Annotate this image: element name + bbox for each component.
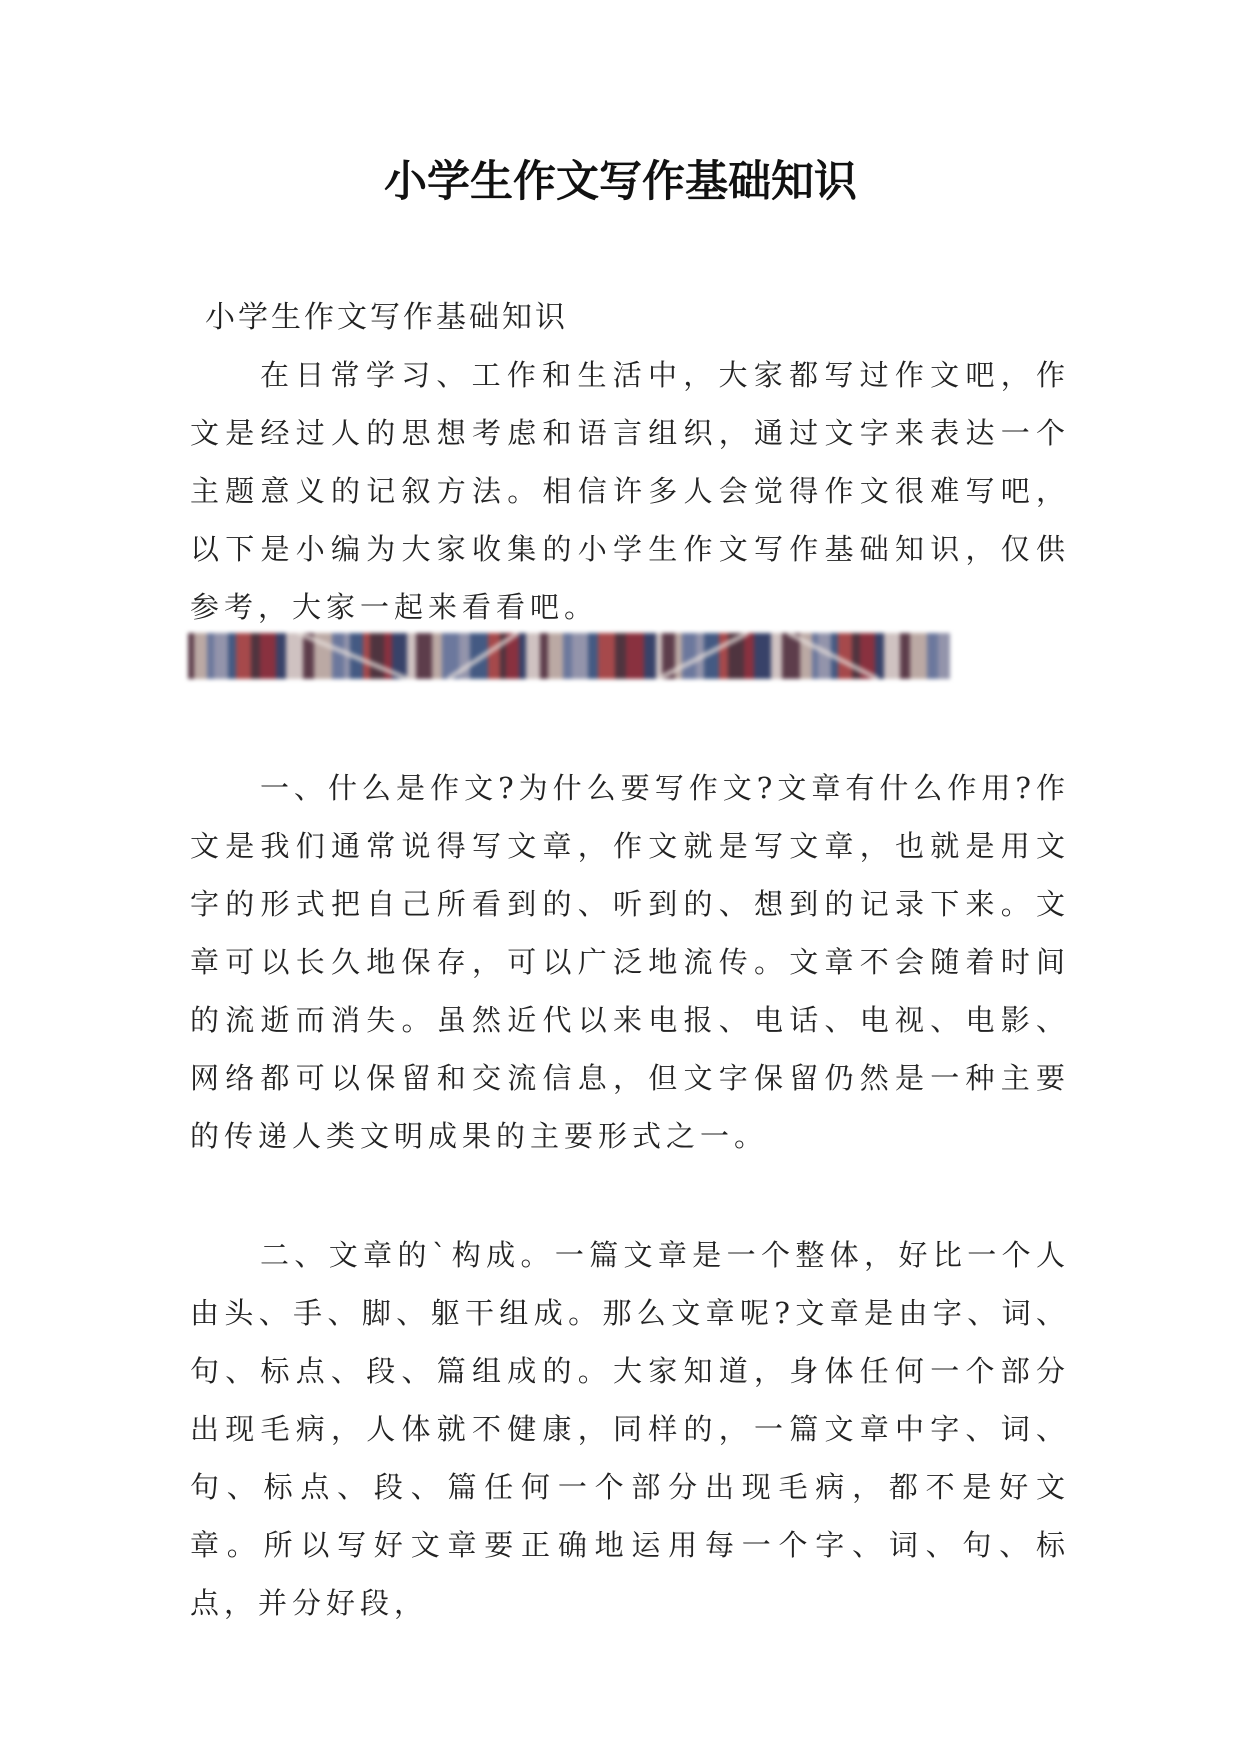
banner-stripe [884, 633, 900, 679]
banner-stripe [519, 633, 526, 679]
banner-stripe [286, 633, 303, 679]
paragraph-section-2: 二、文章的`构成。一篇文章是一个整体，好比一个人由头、手、脚、躯干组成。那么文章呢?文章是由字、词、句、标点、段、篇组成的。大家知道，身体任何一个部分出现毛病，人体就不健康，同样的，一篇文章中字、词、句、标点、段、篇任何一个部分出现毛病，都不是好文章。所以写好文章要正确地运用每一个字、词、句、标点，并分好段， [190, 1238, 1070, 1620]
paragraph-intro: 在日常学习、工作和生活中，大家都写过作文吧，作文是经过人的思想考虑和语言组织，通过文字来表达一个主题意义的记叙方法。相信许多人会觉得作文很难写吧，以下是小编为大家收集的小学生作文写作基础知识，仅供参考，大家一起来看看吧。 [190, 358, 1070, 624]
bookshelf-photo-icon [188, 633, 950, 679]
banner-stripe [370, 633, 384, 679]
banner-stripe [260, 633, 276, 679]
banner-stripe [682, 633, 696, 679]
banner-stripe [488, 633, 500, 679]
banner-stripe [540, 633, 548, 679]
paragraph-section-1: 一、什么是作文?为什么要写作文?文章有什么作用?作文是我们通常说得写文章，作文就是写文章，也就是用文字的形式把自己所看到的、听到的、想到的记录下来。文章可以长久地保存，可以广泛地流传。文章不会随着时间的流逝而消失。虽然近代以来电报、电话、电视、电影、网络都可以保留和交流信息，但文字保留仍然是一种主要的传递人类文明成果的主要形式之一。 [190, 771, 1070, 1153]
banner-stripe [228, 633, 236, 679]
banner-stripe [598, 633, 615, 679]
banner-stripe [214, 633, 228, 679]
banner-stripe [572, 633, 588, 679]
banner-stripe [563, 633, 572, 679]
banner-stripe [363, 633, 370, 679]
banner-stripe [615, 633, 626, 679]
banner-stripe [588, 633, 598, 679]
banner-stripe [276, 633, 286, 679]
banner-stripe [927, 633, 938, 679]
banner-stripe [900, 633, 910, 679]
banner-stripe [875, 633, 884, 679]
banner-stripe [432, 633, 442, 679]
banner-stripe [719, 633, 728, 679]
banner-stripe [852, 633, 860, 679]
banner-stripe [910, 633, 927, 679]
document-subtitle: 小学生作文写作基础知识 [205, 300, 568, 335]
banner-stripe [771, 633, 782, 679]
banner-stripe [332, 633, 344, 679]
banner-stripe [207, 633, 214, 679]
banner-stripe [236, 633, 251, 679]
banner-stripe [644, 633, 656, 679]
bookshelf-photo-graphic [188, 633, 950, 679]
banner-stripe [548, 633, 563, 679]
banner-stripe [838, 633, 852, 679]
banner-stripe [656, 633, 662, 679]
banner-stripe [812, 633, 818, 679]
banner-stripe [626, 633, 644, 679]
banner-stripe [938, 633, 950, 679]
banner-stripe [744, 633, 754, 679]
banner-stripe [194, 633, 207, 679]
banner-stripe [526, 633, 540, 679]
banner-stripe [251, 633, 260, 679]
banner-stripe [416, 633, 432, 679]
document-title: 小学生作文写作基础知识 [384, 157, 857, 207]
banner-stripe [188, 633, 194, 679]
banner-stripe [754, 633, 771, 679]
banner-stripe [407, 633, 416, 679]
